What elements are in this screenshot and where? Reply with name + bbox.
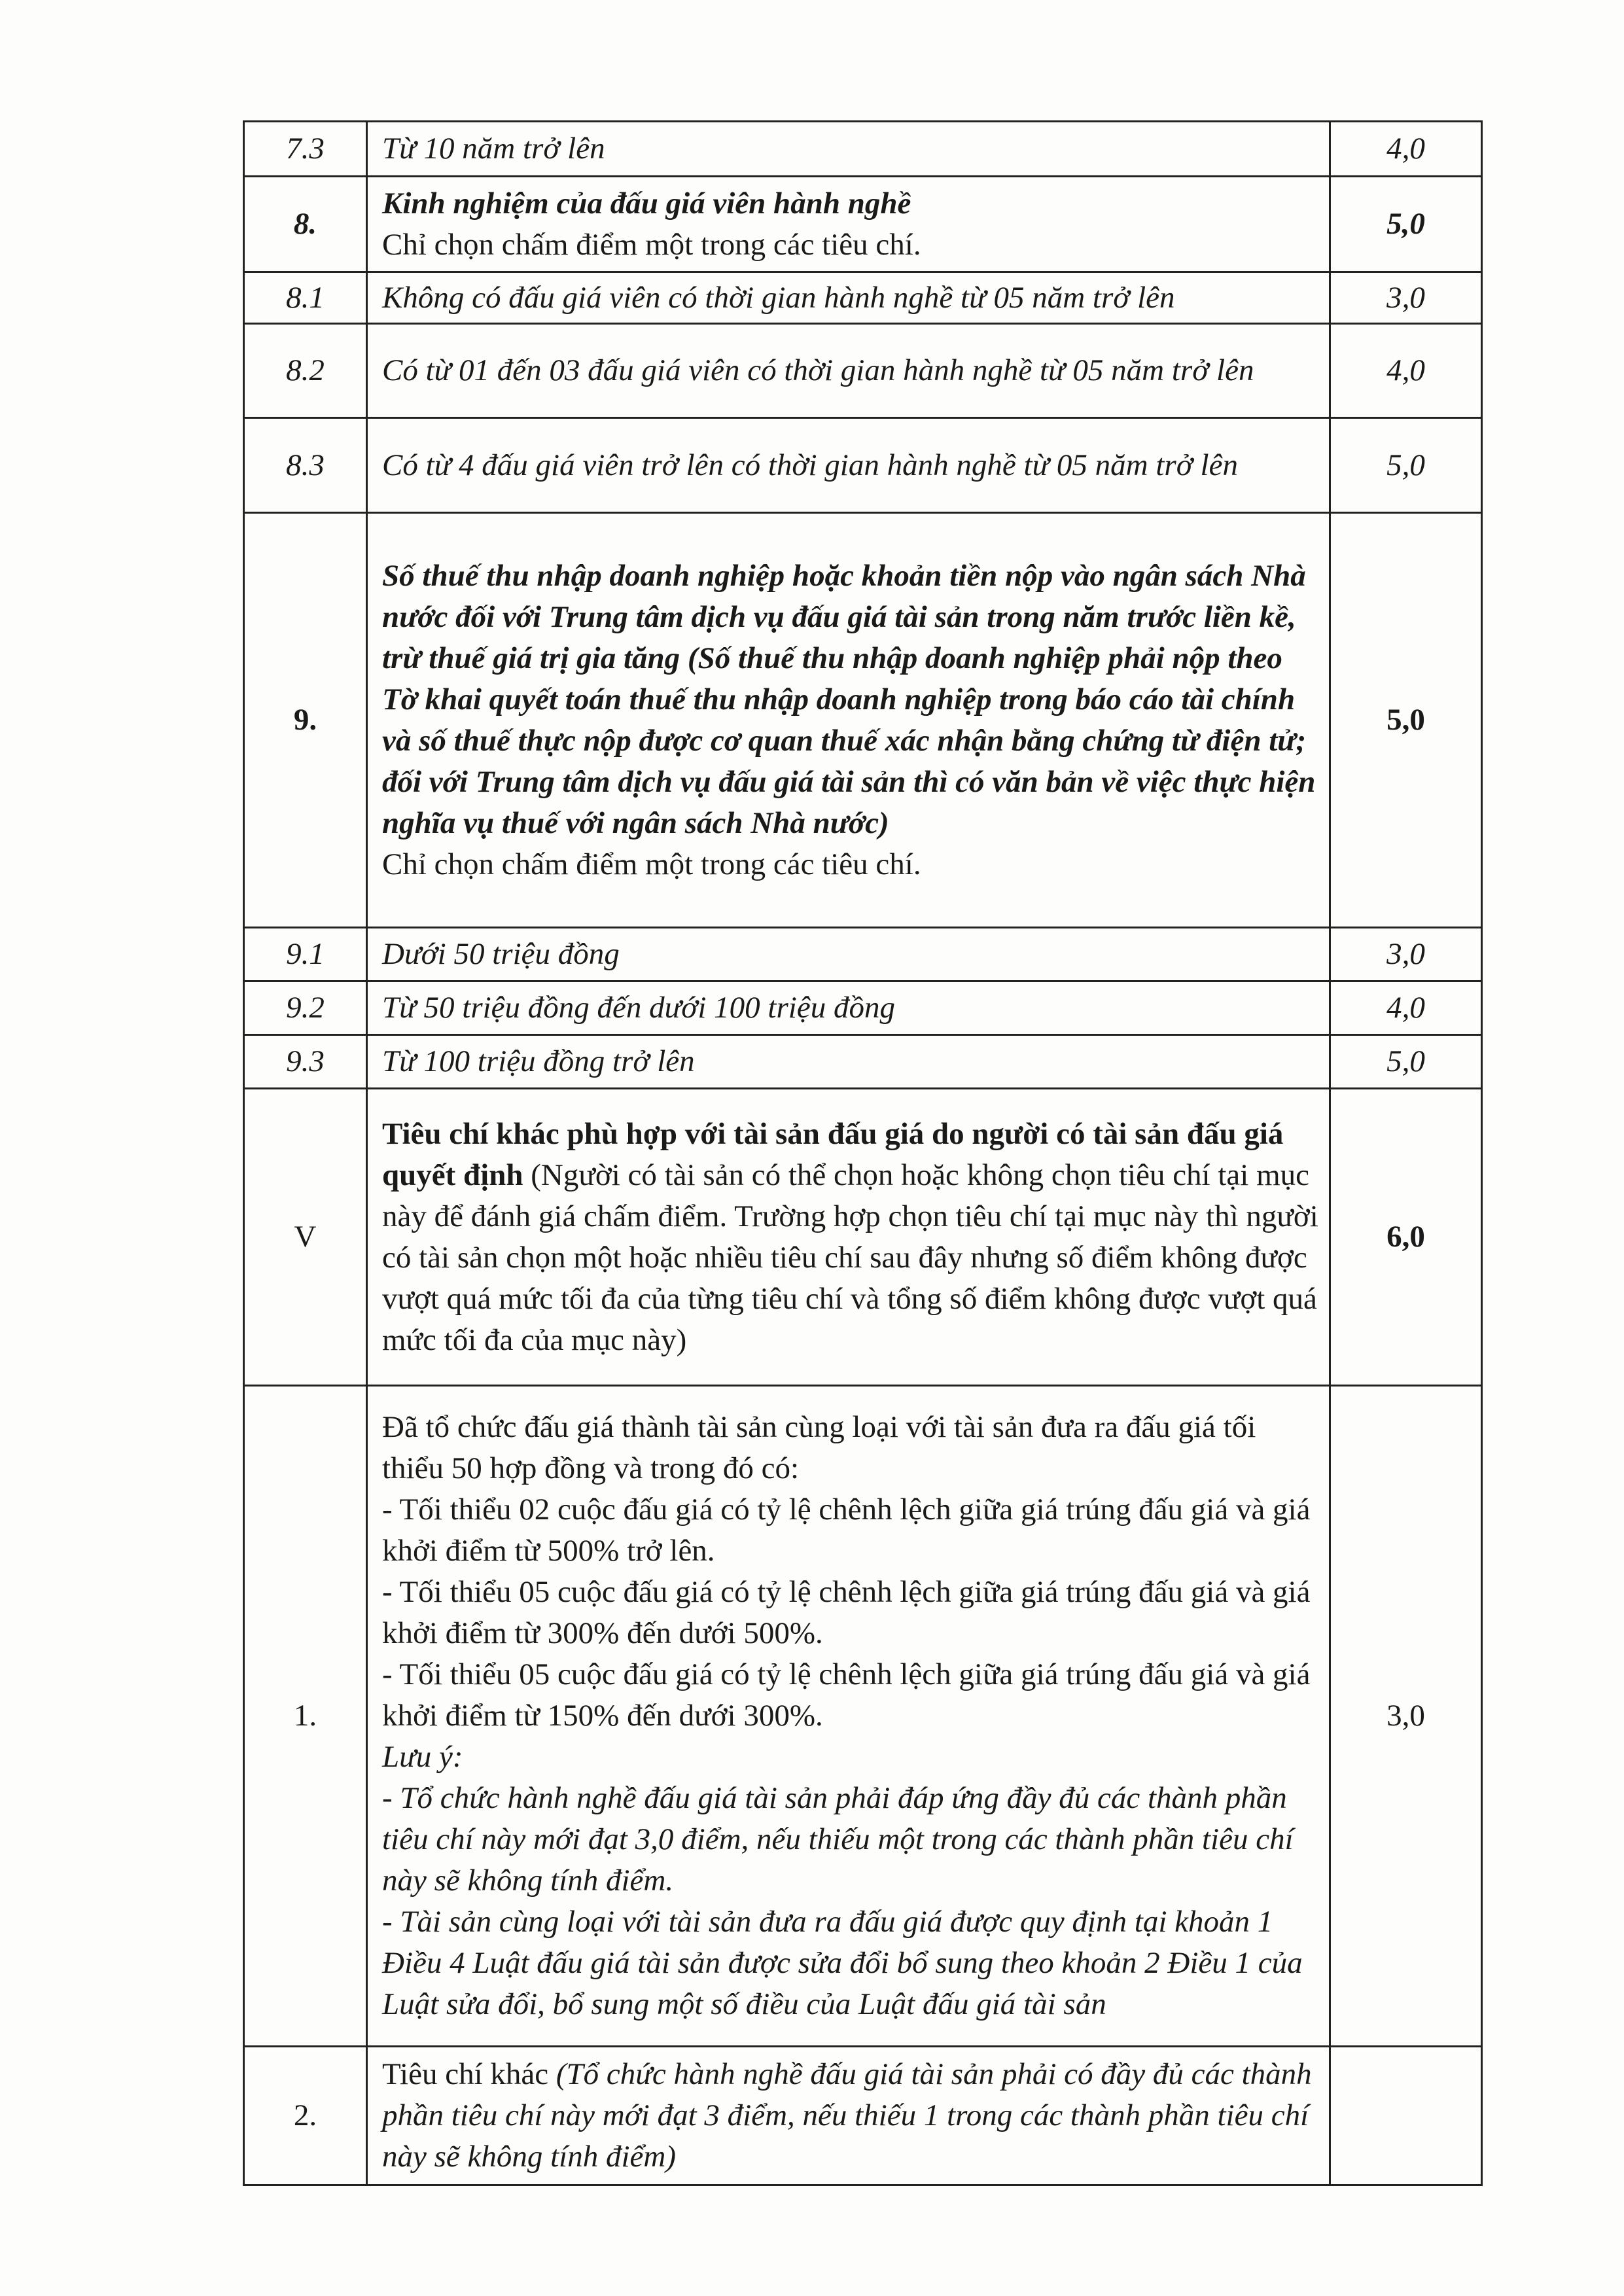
- row-bullet: - Tối thiểu 02 cuộc đấu giá có tỷ lệ chênh lệch giữa giá trúng đấu giá và giá khởi điểm từ 500% trở lên.: [382, 1492, 1311, 1568]
- table-row: [244, 177, 1482, 272]
- row-text: (Người có tài sản có thể chọn hoặc không chọn tiêu chí tại mục này để đánh giá chấm điểm. Trường hợp chọn tiêu chí tại mục này thì người có tài sản chọn một hoặc nhiều tiêu chí sau đây nhưng số điểm không được vượt quá mức tối đa của từng tiêu chí và tổng số điểm không được vượt quá mức tối đa của mục này): [382, 1157, 1318, 1357]
- row-number: 7.3: [244, 122, 367, 177]
- row-content: Từ 100 triệu đồng trở lên: [367, 1035, 1330, 1089]
- row-number: 8.: [244, 177, 367, 272]
- row-intro: Đã tổ chức đấu giá thành tài sản cùng loại với tài sản đưa ra đấu giá tối thiểu 50 hợp đồng và trong đó có:: [382, 1410, 1256, 1485]
- criteria-table: [243, 120, 1483, 2186]
- note-label: Lưu ý:: [382, 1740, 463, 1774]
- row-number: 9.: [244, 513, 367, 928]
- row-score: 5,0: [1330, 418, 1482, 513]
- row-number: 9.1: [244, 928, 367, 981]
- table-row: [244, 981, 1482, 1035]
- row-note: (Tổ chức hành nghề đấu giá tài sản phải có đầy đủ các thành phần tiêu chí này mới đạt 3 điểm, nếu thiếu 1 trong các thành phần tiêu chí này sẽ không tính điểm): [382, 2057, 1312, 2174]
- row-number: V: [244, 1089, 367, 1386]
- row-number: 9.3: [244, 1035, 367, 1089]
- row-number: 2.: [244, 2047, 367, 2185]
- table-row: [244, 2047, 1482, 2185]
- table-row: [244, 1035, 1482, 1089]
- row-note: - Tài sản cùng loại với tài sản đưa ra đấu giá được quy định tại khoản 1 Điều 4 Luật đấu giá tài sản được sửa đổi bổ sung theo khoản 2 Điều 1 của Luật sửa đổi, bổ sung một số điều của Luật đấu giá tài sản: [382, 1905, 1303, 2021]
- row-text: Tiêu chí khác: [382, 2057, 556, 2091]
- row-content: Có từ 01 đến 03 đấu giá viên có thời gian hành nghề từ 05 năm trở lên: [367, 324, 1330, 418]
- row-score: 5,0: [1330, 1035, 1482, 1089]
- table-row: [244, 324, 1482, 418]
- row-content: Từ 10 năm trở lên: [367, 122, 1330, 177]
- row-bullet: - Tối thiểu 05 cuộc đấu giá có tỷ lệ chênh lệch giữa giá trúng đấu giá và giá khởi điểm từ 300% đến dưới 500%.: [382, 1575, 1311, 1650]
- row-content: Không có đấu giá viên có thời gian hành nghề từ 05 năm trở lên: [367, 272, 1330, 324]
- row-score: [1330, 2047, 1482, 2185]
- row-content: Dưới 50 triệu đồng: [367, 928, 1330, 981]
- table-row: [244, 1089, 1482, 1386]
- row-content: [367, 177, 1330, 272]
- table-row: [244, 122, 1482, 177]
- row-content: [367, 513, 1330, 928]
- row-title: Tiêu chí khác phù hợp với tài sản đấu giá do người có tài sản đấu giá quyết định: [382, 1116, 1284, 1192]
- row-score: 3,0: [1330, 928, 1482, 981]
- table-row: [244, 418, 1482, 513]
- row-title: Kinh nghiệm của đấu giá viên hành nghề: [382, 186, 911, 221]
- row-note: - Tổ chức hành nghề đấu giá tài sản phải đáp ứng đầy đủ các thành phần tiêu chí này mới đạt 3,0 điểm, nếu thiếu một trong các thành phần tiêu chí này sẽ không tính điểm.: [382, 1781, 1294, 1898]
- row-bullet: - Tối thiểu 05 cuộc đấu giá có tỷ lệ chênh lệch giữa giá trúng đấu giá và giá khởi điểm từ 150% đến dưới 300%.: [382, 1657, 1311, 1733]
- row-score: 3,0: [1330, 272, 1482, 324]
- row-note: Chỉ chọn chấm điểm một trong các tiêu chí.: [382, 227, 921, 262]
- row-number: 8.1: [244, 272, 367, 324]
- row-content: [367, 2047, 1330, 2185]
- table-row: [244, 513, 1482, 928]
- row-content: Từ 50 triệu đồng đến dưới 100 triệu đồng: [367, 981, 1330, 1035]
- table-row: [244, 928, 1482, 981]
- table-row: [244, 272, 1482, 324]
- row-score: 4,0: [1330, 324, 1482, 418]
- row-score: 5,0: [1330, 513, 1482, 928]
- row-note: Chỉ chọn chấm điểm một trong các tiêu chí.: [382, 847, 921, 881]
- table-row: [244, 1386, 1482, 2047]
- row-number: 9.2: [244, 981, 367, 1035]
- row-score: 4,0: [1330, 981, 1482, 1035]
- row-number: 8.2: [244, 324, 367, 418]
- row-content: [367, 1386, 1330, 2047]
- row-score: 4,0: [1330, 122, 1482, 177]
- row-score: 6,0: [1330, 1089, 1482, 1386]
- row-number: 1.: [244, 1386, 367, 2047]
- row-score: 5,0: [1330, 177, 1482, 272]
- row-score: 3,0: [1330, 1386, 1482, 2047]
- row-title: Số thuế thu nhập doanh nghiệp hoặc khoản tiền nộp vào ngân sách Nhà nước đối với Trung tâm dịch vụ đấu giá tài sản trong năm trước liền kề, trừ thuế giá trị gia tăng (Số thuế thu nhập doanh nghiệp phải nộp theo Tờ khai quyết toán thuế thu nhập doanh nghiệp trong báo cáo tài chính và số thuế thực nộp được cơ quan thuế xác nhận bằng chứng từ điện tử; đối với Trung tâm dịch vụ đấu giá tài sản thì có văn bản về việc thực hiện nghĩa vụ thuế với ngân sách Nhà nước): [382, 558, 1316, 840]
- row-content: [367, 1089, 1330, 1386]
- row-content: Có từ 4 đấu giá viên trở lên có thời gian hành nghề từ 05 năm trở lên: [367, 418, 1330, 513]
- row-number: 8.3: [244, 418, 367, 513]
